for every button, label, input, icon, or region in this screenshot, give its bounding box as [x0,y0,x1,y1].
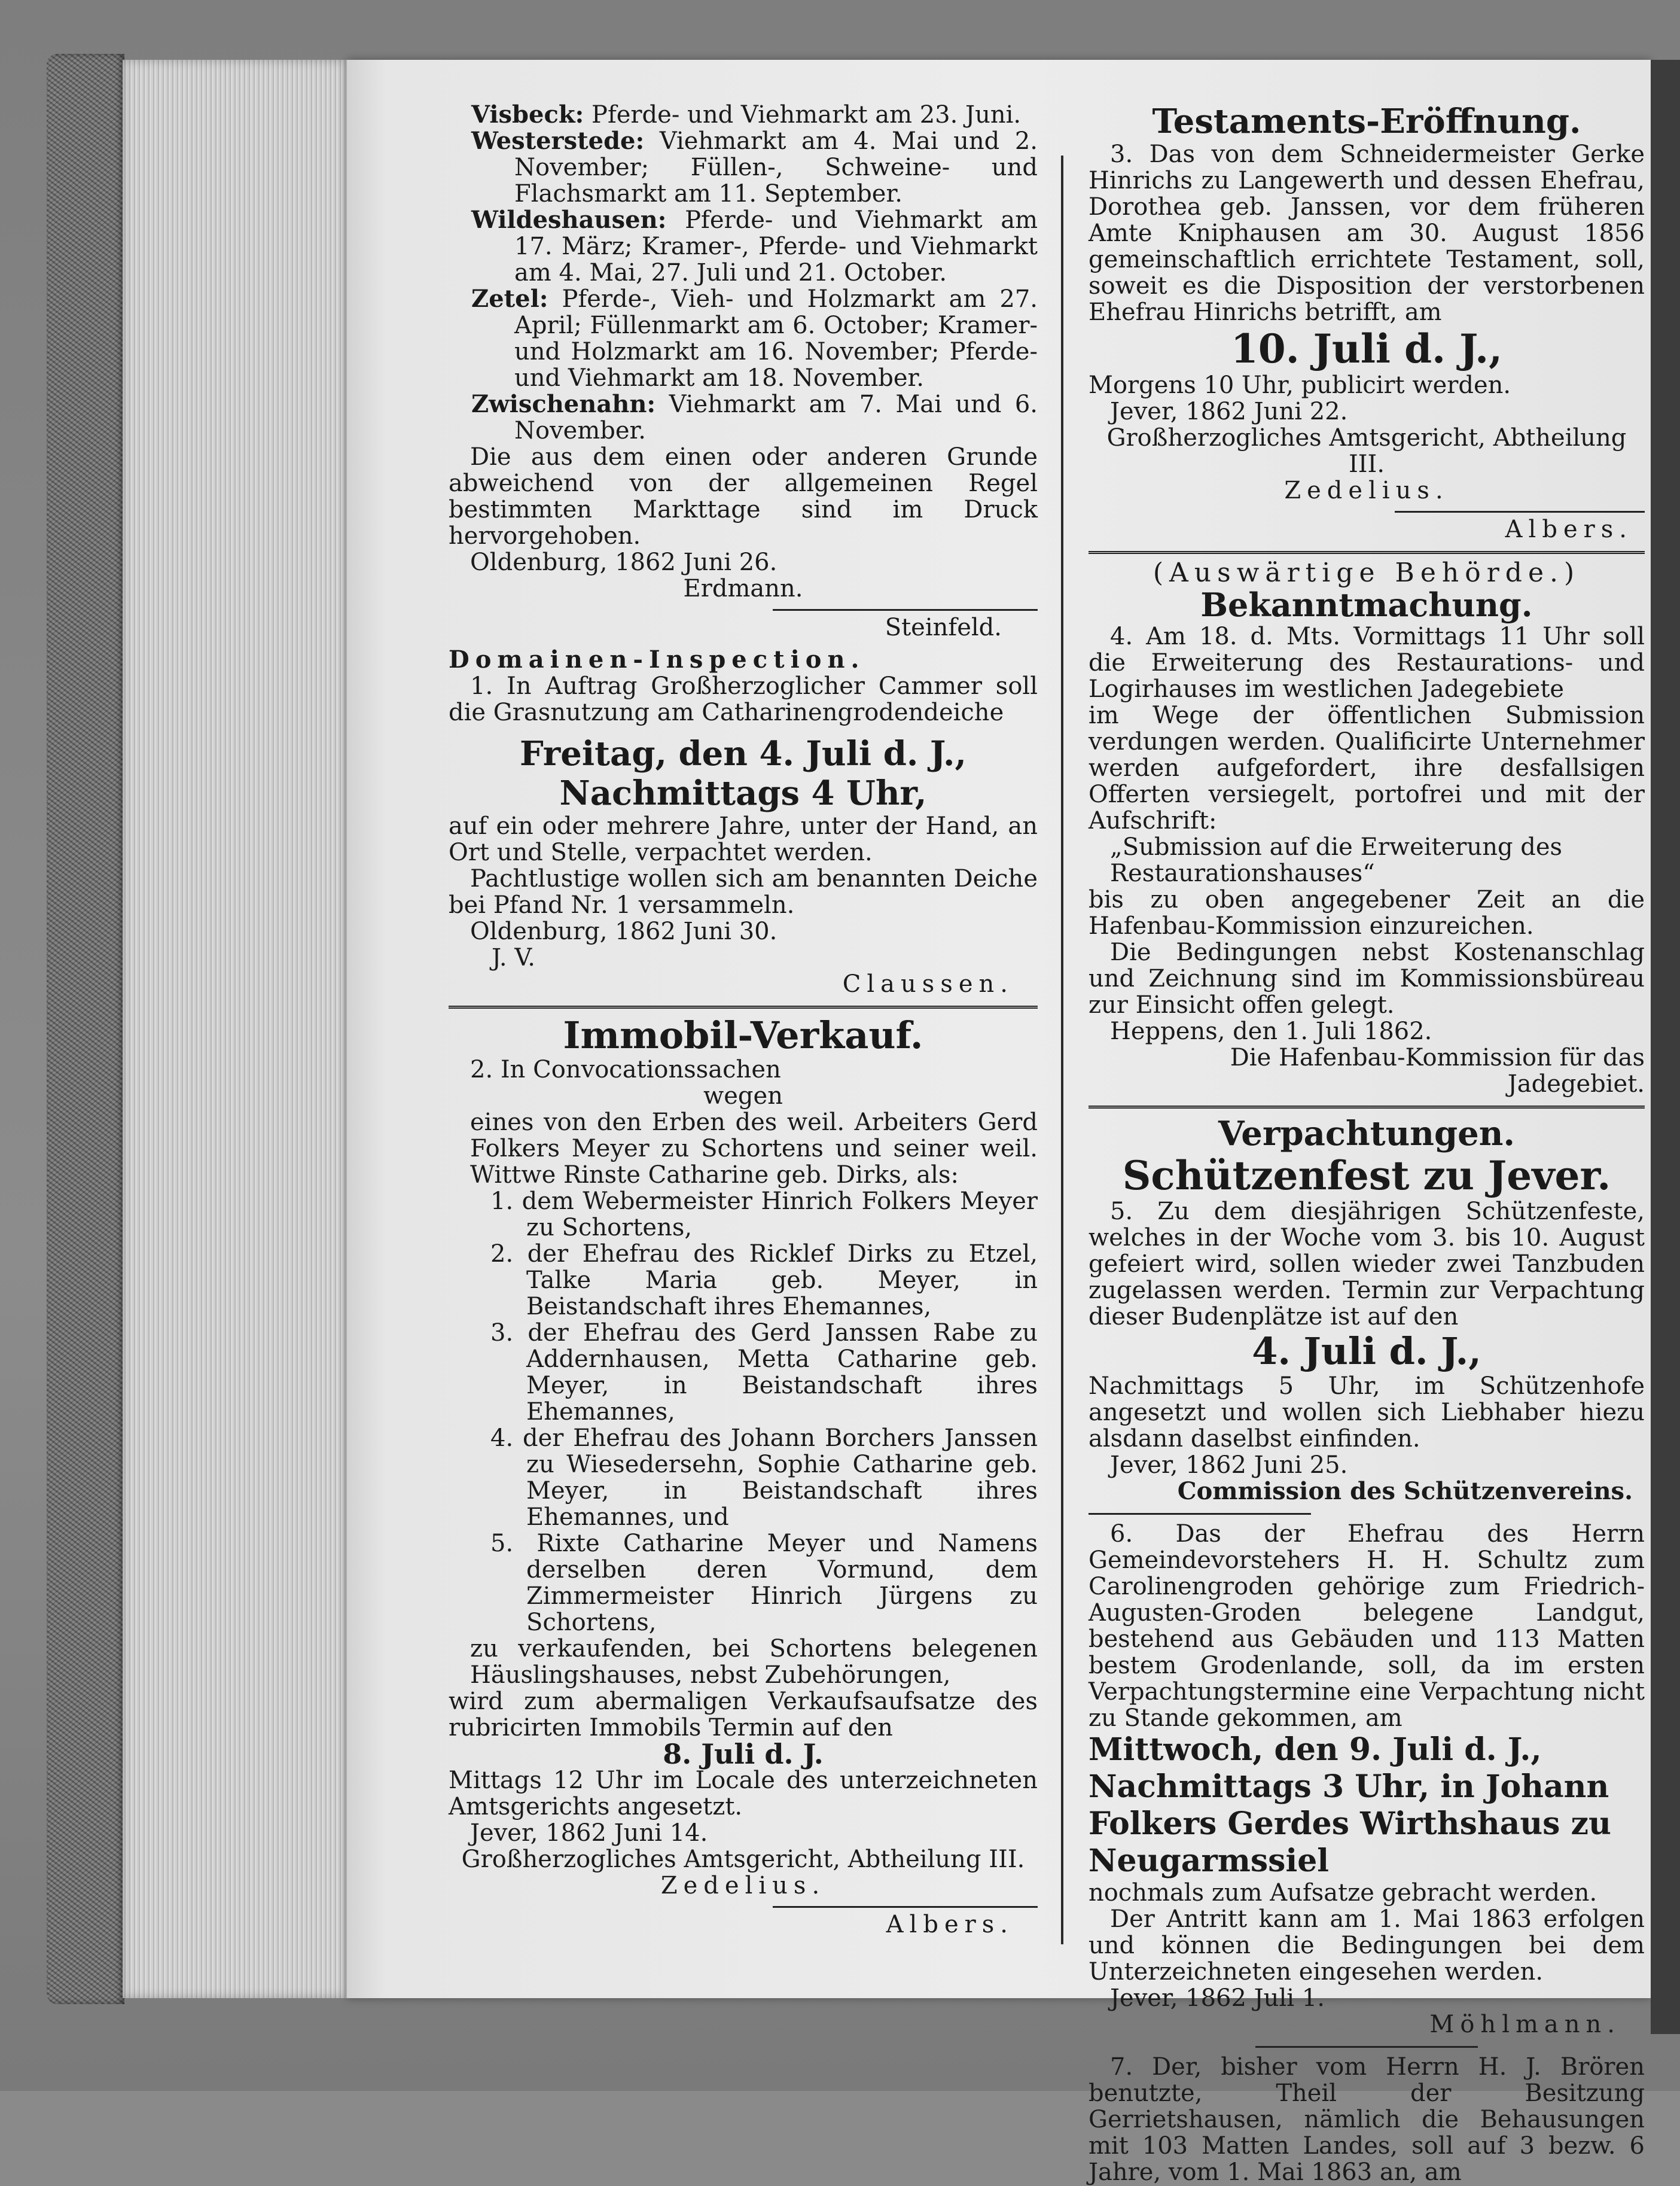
testament-court: Großherzogliches Amtsgericht, Abtheilung III. [1106,424,1627,478]
list-item: 5. Rixte Catharine Meyer und Namens derselben deren Vormund, dem Zimmermeister Hinrich Jürgens zu Schortens, [490,1530,1038,1636]
book-cover [47,54,124,2004]
testament-heading: Testaments-Eröffnung. [1152,102,1581,141]
immobil-place-date: Jever, 1862 Juni 14. [470,1819,708,1847]
divider [773,1906,1038,1908]
divider [1395,511,1645,513]
testament-text-2: Morgens 10 Uhr, publicirt werden. [1089,372,1511,399]
immobil-text-1: zu verkaufenden, bei Schortens belegenen Häuslingshauses, nebst Zubehörungen, [470,1635,1038,1689]
landgut-date: Mittwoch, den 9. Juli d. J., Nachmittags 3 Uhr, in Johann Folkers Gerdes Wirthshaus zu Neugarmssiel [1089,1731,1611,1879]
bekanntmachung-signer: Die Hafenbau-Kommission für das Jadegebiet. [1230,1044,1645,1098]
left-column [449,102,1038,1938]
markets-place-date: Oldenburg, 1862 Juni 26. [470,549,778,576]
markets-note: Die aus dem einen oder anderen Grunde abweichend von der allgemeinen Regel bestimmten Markttage sind im Druck hervorgehoben. [449,443,1038,550]
markets-sub-signer: Steinfeld. [885,614,1002,641]
list-item: 3. der Ehefrau des Gerd Janssen Rabe zu Addernhausen, Metta Catharine geb. Meyer, in Beistandschaft ihres Ehemannes, [490,1319,1038,1426]
bekanntmachung-quote: „Submission auf die Erweiterung des Restaurationshauses“ [1110,833,1563,887]
domain-place-date: Oldenburg, 1862 Juni 30. [470,918,778,945]
immobil-text-2: wird zum abermaligen Verkaufsaufsatze des rubricirten Immobils Termin auf den [449,1688,1038,1742]
market-entry: Westerstede: Viehmarkt am 4. Mai und 2. November; Füllen-, Schweine- und Flachsmarkt am 11. September. [471,127,1038,208]
market-list [449,102,1038,444]
bekanntmachung-place-date: Heppens, den 1. Juli 1862. [1110,1018,1432,1045]
domain-text-3: Pachtlustige wollen sich am benannten Deiche bei Pfand Nr. 1 versammeln. [449,865,1038,919]
bekanntmachung-text-3: bis zu oben angegebener Zeit an die Hafenbau-Kommission einzureichen. [1089,886,1645,940]
testament-sub-signer: Albers. [1505,516,1633,543]
landgut-place-date: Jever, 1862 Juli 1. [1110,1984,1325,2012]
markets-signer: Erdmann. [683,575,803,602]
market-entry: Visbeck: Pferde- und Viehmarkt am 23. Juni. [471,101,1022,129]
divider [773,609,1038,611]
bekanntmachung-text-2: im Wege der öffentlichen Submission verdungen werden. Qualificirte Unternehmer werden aufgefordert, ihre desfallsigen Offerten versiegelt, portofrei und mit der Aufschrift: [1089,702,1645,835]
domain-text: 1. In Auftrag Großherzoglicher Cammer soll die Grasnutzung am Catharinengrodendeiche [449,672,1038,726]
divider [1255,2046,1478,2048]
market-entry: Zetel: Pferde-, Vieh- und Holzmarkt am 27. April; Füllenmarkt am 6. October; Kramer- und Holzmarkt am 16. November; Pferde- und Viehmarkt am 18. November. [471,285,1038,392]
immobil-wegen: wegen [703,1082,783,1110]
domain-initials: J. V. [492,944,535,972]
schuetzenfest-text-2: Nachmittags 5 Uhr, im Schützenhofe angesetzt und wollen sich Liebhaber hiezu alsdann daselbst einfinden. [1089,1372,1645,1453]
immobil-date: 8. Juli d. J. [663,1738,824,1770]
domain-date: Freitag, den 4. Juli d. J., [520,734,966,774]
bekanntmachung-text-4: Die Bedingungen nebst Kostenanschlag und Zeichnung sind im Kommissionsbüreau zur Einsicht offen gelegt. [1089,939,1645,1019]
foreign-authority-heading: (Auswärtige Behörde.) [1152,558,1581,588]
domain-time: Nachmittags 4 Uhr, [559,774,927,813]
schuetzenfest-text: 5. Zu dem diesjährigen Schützenfeste, welches in der Woche vom 3. bis 10. August gefeiert wird, sollen wieder zwei Tanzbuden zugelassen werden. Termin zur Verpachtung dieser Budenplätze ist auf den [1089,1198,1645,1331]
landgut-text: 6. Das der Ehefrau des Herrn Gemeindevorstehers H. H. Schultz zum Carolinengroden gehörige zum Friedrich-Augusten-Groden belegene Landgut, bestehend aus Gebäuden und 113 Matten bestem Grodenlande, soll, da im ersten Verpachtungstermine eine Verpachtung nicht zu Stande gekommen, am [1089,1520,1645,1732]
domain-signer: Claussen. [842,970,1014,998]
testament-text: 3. Das von dem Schneidermeister Gerke Hinrichs zu Langewerth und dessen Ehefrau, Dorothea geb. Janssen, vor dem früheren Amte Kniphausen am 30. August 1856 gemeinschaftlich errichtete Testament, soll, soweit es die Disposition der verstorbenen Ehefrau Hinrichs betrifft, am [1089,141,1645,326]
right-column [1089,102,1645,2185]
bekanntmachung-heading: Bekanntmachung. [1200,586,1533,624]
immobil-intro-text: eines von den Erben des weil. Arbeiters Gerd Folkers Meyer zu Schortens und seiner weil. Wittwe Rinste Catharine geb. Dirks, als: [470,1109,1038,1189]
list-item: 1. dem Webermeister Hinrich Folkers Meyer zu Schortens, [490,1188,1038,1241]
immobil-court: Großherzogliches Amtsgericht, Abtheilung III. [461,1846,1025,1873]
testament-signer: Zedelius. [1284,477,1449,504]
immobil-intro: 2. In Convocationssachen [470,1056,781,1083]
verpachtungen-heading: Verpachtungen. [1218,1114,1515,1153]
gerrietshausen-text: 7. Der, bisher vom Herrn H. J. Brören benutzte, Theil der Besitzung Gerrietshausen, nämlich die Behausungen mit 103 Matten Landes, soll auf 3 bezw. 6 Jahre, vom 1. Mai 1863 an, am [1089,2053,1645,2186]
page-edges [123,60,350,1998]
heirs-list [449,1188,1038,1636]
landgut-signer: Möhlmann. [1429,2011,1621,2038]
market-entry: Wildeshausen: Pferde- und Viehmarkt am 17. März; Kramer-, Pferde- und Viehmarkt am 4. Mai, 27. Juli und 21. October. [471,206,1038,287]
landgut-text-3: Der Antritt kann am 1. Mai 1863 erfolgen und können die Bedingungen bei dem Unterzeichneten eingesehen werden. [1089,1905,1645,1986]
market-entry: Zwischenahn: Viehmarkt am 7. Mai und 6. November. [471,390,1038,444]
scan-edge [1651,60,1680,2034]
immobil-sub-signer: Albers. [886,1911,1014,1938]
section-divider [1089,1106,1645,1109]
testament-place-date: Jever, 1862 Juni 22. [1110,398,1348,425]
immobil-text-3: Mittags 12 Uhr im Locale des unterzeichneten Amtsgerichts angesetzt. [449,1767,1038,1820]
column-divider [1061,156,1063,1944]
section-divider [449,1006,1038,1009]
section-divider [1089,551,1645,554]
landgut-text-2: nochmals zum Aufsatze gebracht werden. [1089,1879,1597,1907]
list-item: 2. der Ehefrau des Ricklef Dirks zu Etzel, Talke Maria geb. Meyer, in Beistandschaft ihres Ehemannes, [490,1240,1038,1320]
list-item: 4. der Ehefrau des Johann Borchers Janssen zu Wiesedersehn, Sophie Catharine geb. Meyer, in Beistandschaft ihres Ehemannes, und [490,1424,1038,1531]
immobil-signer: Zedelius. [660,1872,826,1899]
schuetzenfest-place-date: Jever, 1862 Juni 25. [1110,1451,1348,1479]
testament-date: 10. Juli d. J., [1230,325,1503,372]
divider [1089,1513,1311,1515]
domain-text-2: auf ein oder mehrere Jahre, unter der Hand, an Ort und Stelle, verpachtet werden. [449,812,1038,866]
immobil-heading: Immobil-Verkauf. [563,1013,923,1057]
schuetzenfest-signer: Commission des Schützenvereins. [1177,1477,1633,1505]
domain-heading: Domainen-Inspection. [449,646,865,674]
schuetzenfest-heading: Schützenfest zu Jever. [1122,1152,1611,1199]
schuetzenfest-date: 4. Juli d. J., [1252,1329,1481,1373]
bekanntmachung-text-1: 4. Am 18. d. Mts. Vormittags 11 Uhr soll die Erweiterung des Restaurations- und Logirhauses im westlichen Jadegebiete [1089,623,1645,703]
